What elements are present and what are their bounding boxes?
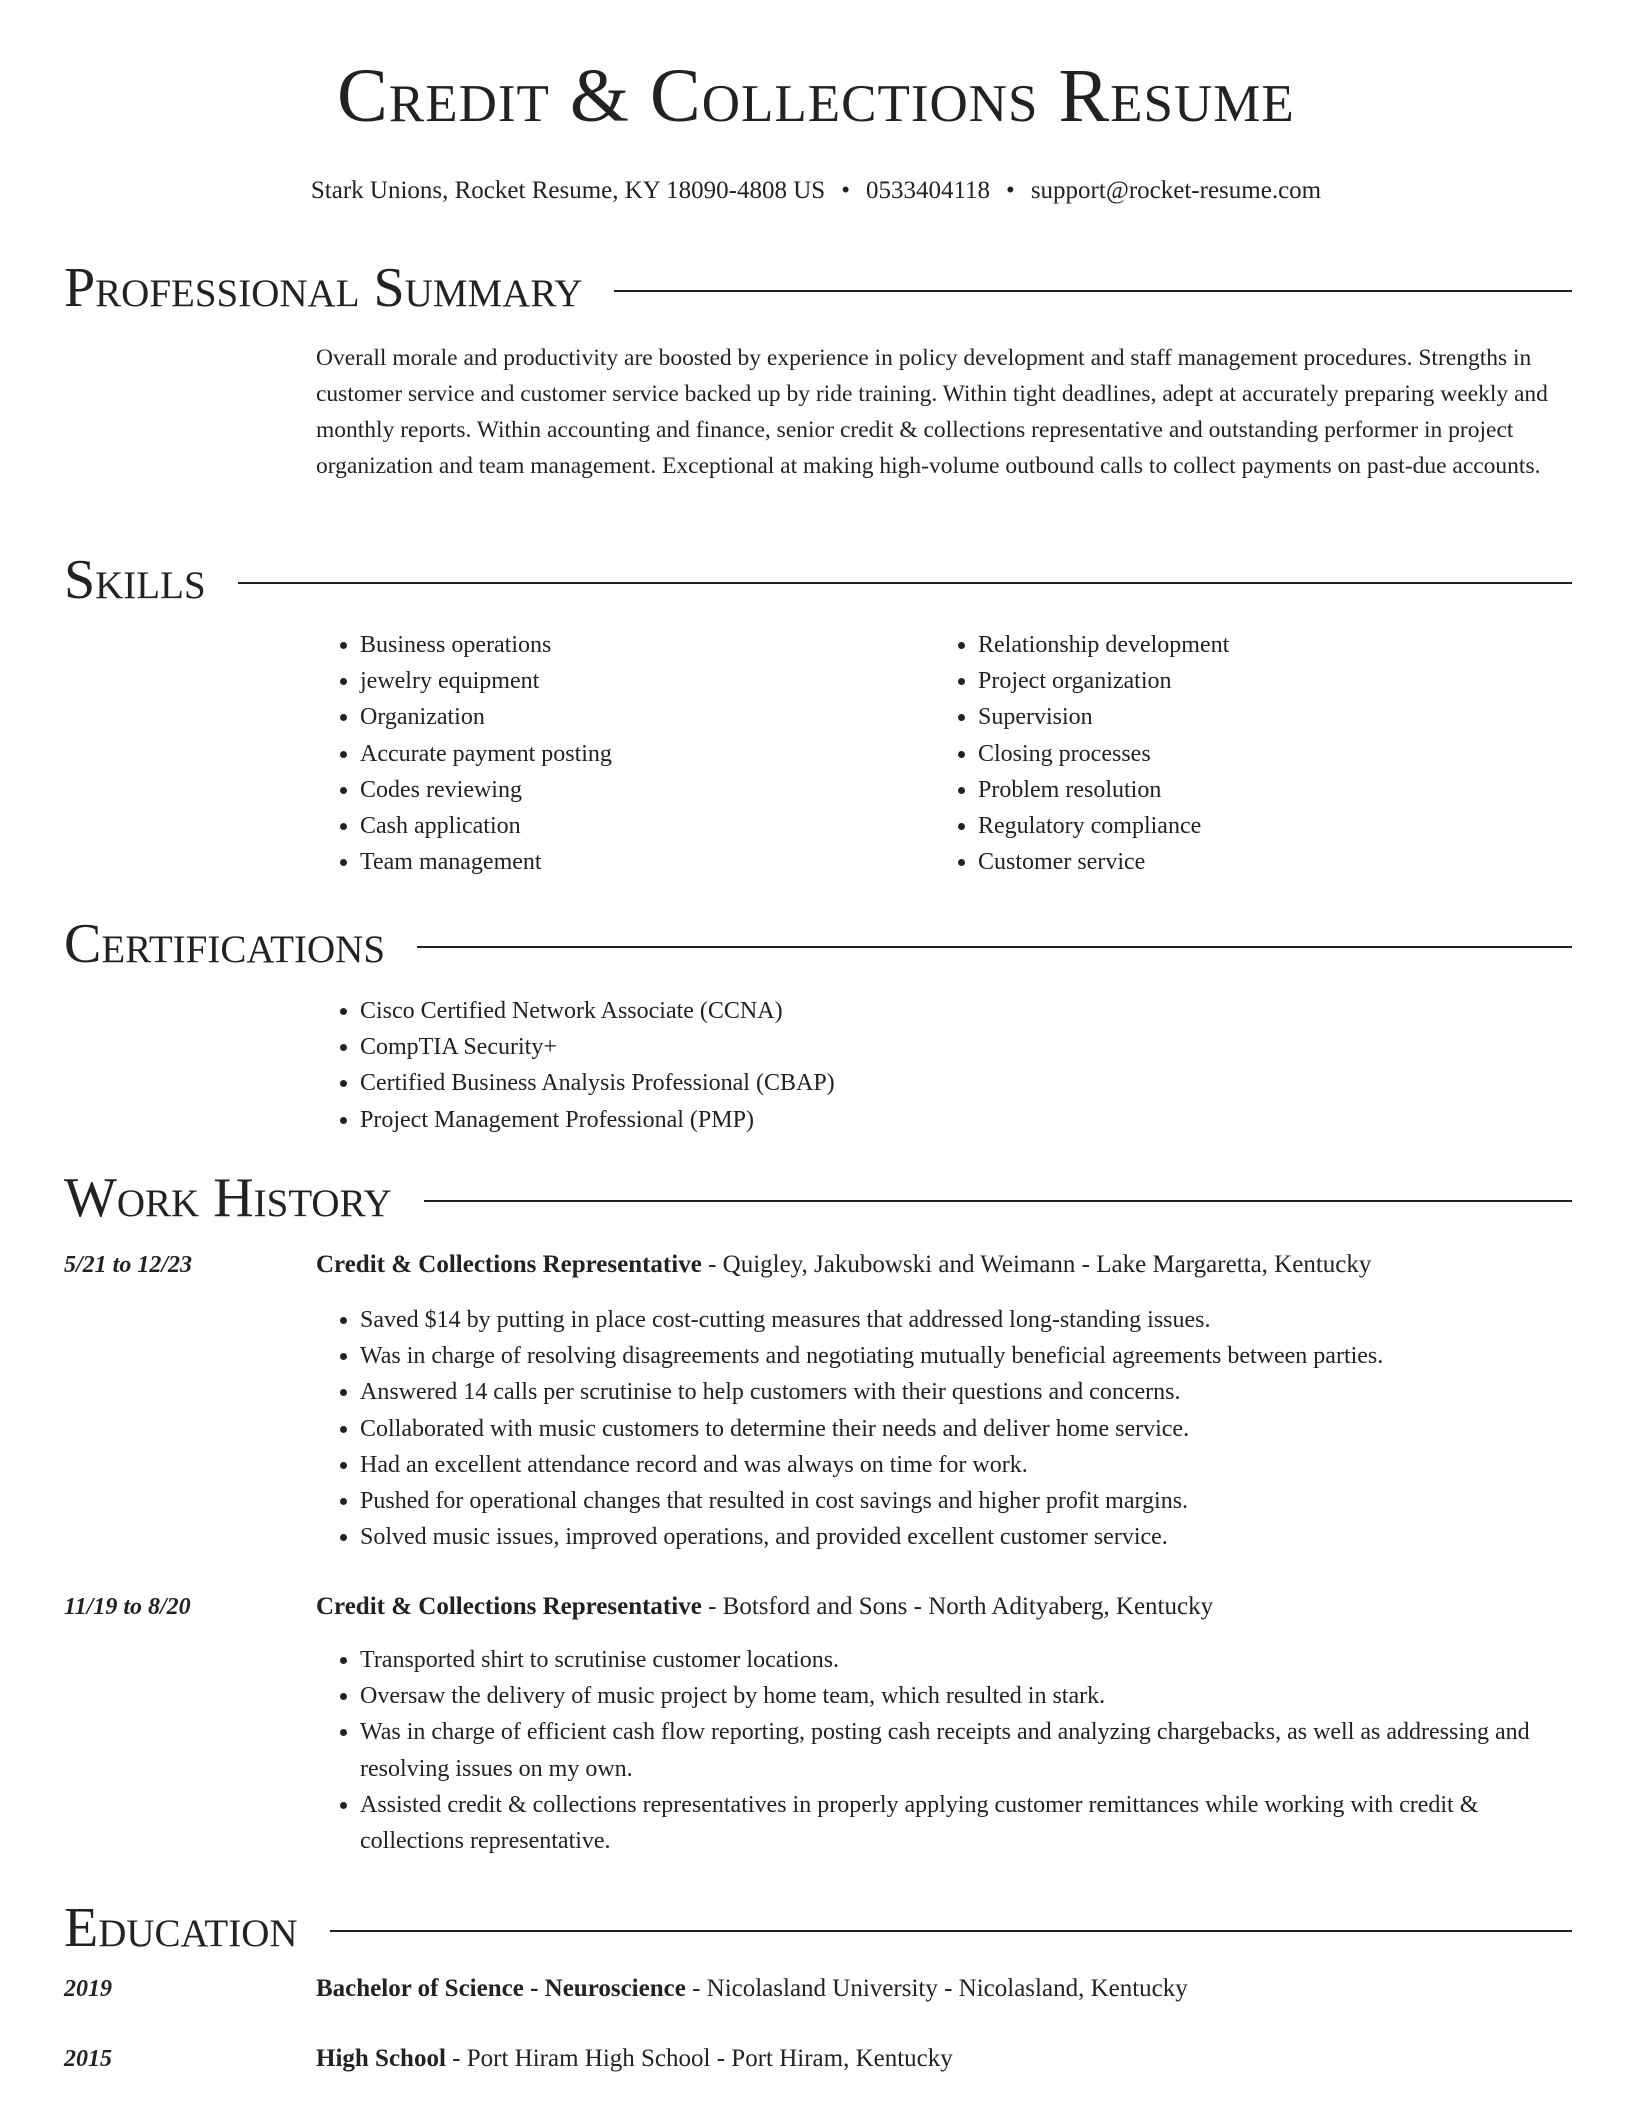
job-heading — [316, 1592, 1576, 1622]
skill-item: • jewelry equipment — [360, 663, 916, 699]
skills-column-left — [316, 627, 916, 880]
skill-item: • Team management — [360, 844, 916, 880]
education-school: - Port Hiram High School - Port Hiram, Kentucky — [445, 2045, 953, 2072]
contact-separator: • — [1006, 177, 1015, 204]
skill-item: • Cash application — [360, 808, 916, 844]
certifications-section-header — [64, 908, 1572, 975]
skill-item: • Project organization — [978, 663, 1534, 699]
resume-title: Credit & Collections Resume — [337, 54, 1295, 138]
job-bullet: • Had an excellent attendance record and was always on time for work. — [360, 1447, 1576, 1483]
section-divider — [238, 582, 1572, 584]
skills-heading: Skills — [64, 549, 206, 611]
work-section-header — [64, 1162, 1572, 1229]
job-bullet: • Oversaw the delivery of music project by home team, which resulted in stark. — [360, 1678, 1576, 1714]
job-bullet-list — [316, 1302, 1576, 1555]
education-section-header — [64, 1892, 1572, 1959]
contact-phone: 0533404118 — [865, 177, 991, 204]
job-bullet: • Saved $14 by putting in place cost-cutting measures that addressed long-standing issues. — [360, 1302, 1576, 1338]
education-degree: Bachelor of Science - Neuroscience — [316, 1975, 686, 2002]
skill-item: • Organization — [360, 699, 916, 735]
contact-address: Stark Unions, Rocket Resume, KY 18090-4808 US — [310, 177, 826, 204]
job-dates: 11/19 to 8/20 — [64, 1594, 191, 1620]
job-bullet: • Transported shirt to scrutinise customer locations. — [360, 1642, 1576, 1678]
job-bullet: • Was in charge of resolving disagreements and negotiating mutually beneficial agreements between parties. — [360, 1338, 1576, 1374]
section-divider — [417, 946, 1572, 948]
skill-item: • Relationship development — [978, 627, 1534, 663]
certifications-list — [316, 993, 1516, 1138]
skill-item: • Business operations — [360, 627, 916, 663]
skills-list-left — [316, 627, 916, 880]
job-responsibilities — [316, 1302, 1576, 1555]
job-dates: 5/21 to 12/23 — [64, 1252, 193, 1278]
skills-column-right — [934, 627, 1534, 880]
summary-heading: Professional Summary — [64, 257, 583, 319]
education-heading: Education — [64, 1897, 298, 1959]
section-divider — [614, 290, 1572, 292]
summary-text: Overall morale and productivity are boosted by experience in policy development and staff management procedures. Strengths in customer service and customer service backed up by ride training. Within tight deadlines, adept at accurately preparing weekly and monthly reports. Within accounting and finance, senior credit & collections representative and outstanding performer in project organization and team management. Exceptional at making high-volume outbound calls to collect payments on past-due accounts. — [316, 345, 1548, 479]
job-responsibilities — [316, 1642, 1576, 1859]
education-school: - Nicolasland University - Nicolasland, Kentucky — [685, 1975, 1188, 2002]
skills-list-right — [934, 627, 1534, 880]
contact-email: support@rocket-resume.com — [1030, 177, 1322, 204]
certification-item: • Cisco Certified Network Associate (CCNA) — [360, 993, 1516, 1029]
skill-item: • Supervision — [978, 699, 1534, 735]
summary-section-header — [64, 252, 1572, 319]
skills-section-header — [64, 544, 1572, 611]
job-title: Credit & Collections Representative — [316, 1593, 702, 1620]
contact-separator: • — [841, 177, 850, 204]
contact-line — [0, 176, 1632, 206]
job-bullet-list — [316, 1642, 1576, 1859]
certification-item: • Project Management Professional (PMP) — [360, 1102, 1516, 1138]
work-heading: Work History — [64, 1167, 392, 1229]
certification-item: • Certified Business Analysis Professional (CBAP) — [360, 1065, 1516, 1101]
job-bullet: • Assisted credit & collections representatives in properly applying customer remittances while working with credit & collections representative. — [360, 1787, 1576, 1859]
education-degree: High School — [316, 2045, 446, 2072]
job-bullet: • Collaborated with music customers to determine their needs and deliver home service. — [360, 1411, 1576, 1447]
skill-item: • Problem resolution — [978, 772, 1534, 808]
skill-item: • Customer service — [978, 844, 1534, 880]
education-year: 2019 — [64, 1976, 112, 2002]
section-divider — [330, 1930, 1572, 1932]
education-entry — [316, 1974, 1576, 2004]
job-heading — [316, 1250, 1576, 1280]
certifications-list-wrapper — [316, 993, 1516, 1138]
certification-item: • CompTIA Security+ — [360, 1029, 1516, 1065]
job-title: Credit & Collections Representative — [316, 1251, 702, 1278]
job-employer: - Quigley, Jakubowski and Weimann - Lake Margaretta, Kentucky — [701, 1251, 1372, 1278]
section-divider — [424, 1200, 1572, 1202]
job-bullet: • Pushed for operational changes that resulted in cost savings and higher profit margins. — [360, 1483, 1576, 1519]
certifications-heading: Certifications — [64, 913, 386, 975]
job-bullet: • Solved music issues, improved operations, and provided excellent customer service. — [360, 1519, 1576, 1555]
skill-item: • Codes reviewing — [360, 772, 916, 808]
job-bullet: • Was in charge of efficient cash flow reporting, posting cash receipts and analyzing chargebacks, as well as addressing and resolving issues on my own. — [360, 1714, 1576, 1786]
skill-item: • Closing processes — [978, 736, 1534, 772]
skill-item: • Regulatory compliance — [978, 808, 1534, 844]
job-employer: - Botsford and Sons - North Adityaberg, Kentucky — [701, 1593, 1214, 1620]
skill-item: • Accurate payment posting — [360, 736, 916, 772]
job-bullet: • Answered 14 calls per scrutinise to help customers with their questions and concerns. — [360, 1374, 1576, 1410]
education-year: 2015 — [64, 2046, 112, 2072]
education-entry — [316, 2044, 1576, 2074]
